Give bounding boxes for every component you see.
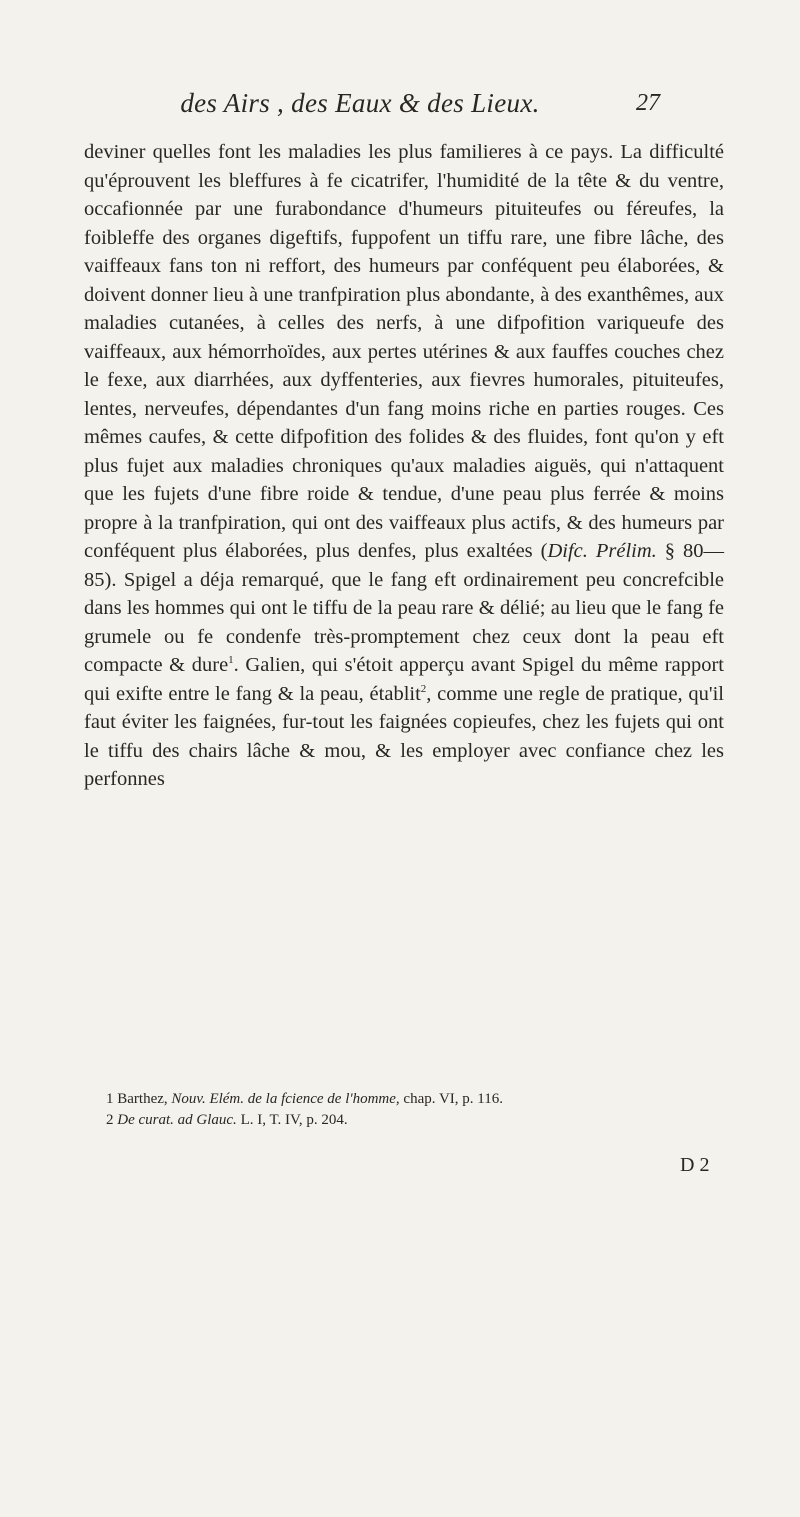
text-run: , comme une regle de pratique, qu'il faut éviter les faignées, fur-tout les faignées copieufes, chez les fujets qui ont le tiffu des chairs lâche & mou, & les employer avec confiance chez les perfonnes (84, 682, 724, 790)
page-number: 27 (636, 90, 660, 116)
footnote-title: De curat. ad Glauc. (117, 1112, 237, 1128)
citation: Difc. Prélim. (547, 540, 657, 562)
footnote-1 (84, 1089, 724, 1110)
paragraph (84, 138, 724, 794)
footnote-text: 1 Barthez, (106, 1091, 172, 1107)
footnote-ref-1: 1 (228, 654, 234, 666)
running-title: des Airs , des Eaux & des Lieux. (180, 88, 540, 118)
signature-mark: D 2 (680, 1154, 710, 1176)
footnote-title: Nouv. Elém. de la fcience de l'homme (171, 1091, 396, 1107)
footnote-2 (84, 1110, 724, 1131)
text-run: deviner quelles font les maladies les plus familieres à ce pays. La difficulté qu'éprouvent les bleffures à fe cicatrifer, l'humidité de la tête & du ventre, occafionnée par une furabondance d'humeurs pituiteufes ou féreufes, la foibleffe des organes digeftifs, fuppofent un tiffu rare, une fibre lâche, des vaiffeaux fans ton ni reffort, des humeurs par conféquent peu élaborées, & doivent donner lieu à une tranfpiration plus abondante, à des exanthêmes, aux maladies cutanées, à celles des nerfs, à une difpofition variqueufe des vaiffeaux, aux hémorrhoïdes, aux pertes utérines & aux fauffes couches chez le fexe, aux diarrhées, aux dyffenteries, aux fievres humorales, pituiteufes, lentes, nerveufes, dépendantes d'un fang moins riche en parties rouges. Ces mêmes caufes, & cette difpofition des folides & des fluides, font qu'on y eft plus fujet aux maladies chroniques qu'aux maladies aiguës, qui n'attaquent que les fujets d'une fibre roide & tendue, d'une peau plus ferrée & moins propre à la tranfpiration, qui ont des vaiffeaux plus actifs, & des humeurs par conféquent plus élaborées, plus denfes, plus exaltées ( (84, 141, 724, 562)
text-run: . Galien, qui s'étoit apperçu avant Spigel du même rapport qui exifte entre le fang & la peau, établit (84, 654, 724, 705)
footnotes (84, 1089, 724, 1131)
footnote-text: 2 (106, 1112, 118, 1128)
body-text (84, 138, 724, 794)
footnote-text: , chap. VI, p. 116. (395, 1091, 503, 1107)
footnote-text: L. I, T. IV, p. 204. (236, 1112, 348, 1128)
page-header (140, 88, 660, 128)
text-run: § 80—85). Spigel a déja remarqué, que le fang eft ordinairement peu concrefcible dans les hommes qui ont le tiffu de la peau rare & délié; au lieu que le fang fe grumele ou fe condenfe très-promptement chez ceux dont la peau eft compacte & dure (84, 540, 725, 676)
footnote-ref-2: 2 (420, 682, 427, 695)
